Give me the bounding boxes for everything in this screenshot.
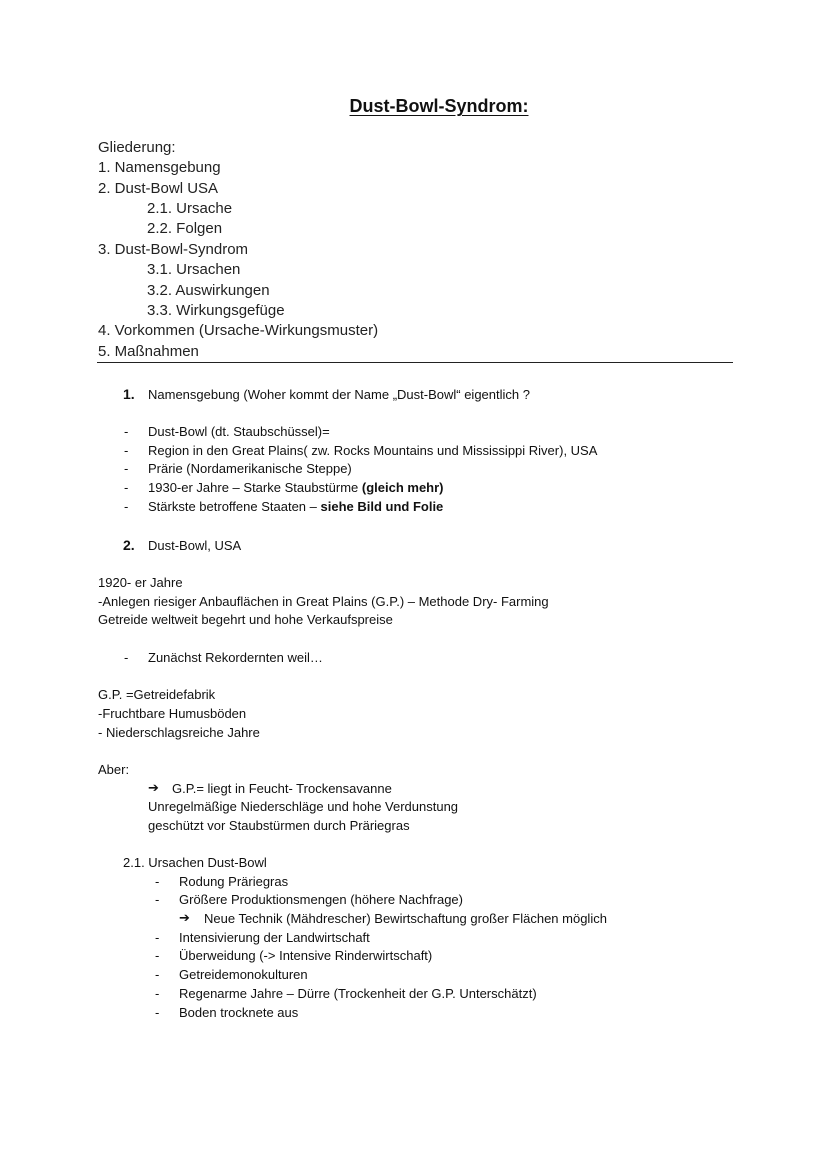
toc-item: 4. Vorkommen (Ursache-Wirkungsmuster): [98, 322, 379, 339]
page-title: Dust-Bowl-Syndrom:: [349, 96, 529, 116]
toc-item: 3.3. Wirkungsgefüge: [147, 302, 285, 319]
toc-heading: Gliederung:: [98, 139, 176, 156]
section-heading: Namensgebung (Woher kommt der Name „Dust-Bowl“ eigentlich ?: [148, 387, 530, 402]
bullet-text: Intensivierung der Landwirtschaft: [179, 930, 370, 945]
bullet-dash: -: [124, 480, 129, 495]
arrow-text: G.P.= liegt in Feucht- Trockensavanne: [172, 781, 392, 796]
toc-item: 2. Dust-Bowl USA: [98, 180, 219, 197]
paragraph-line: 1920- er Jahre: [98, 575, 183, 590]
toc-item: 1. Namensgebung: [98, 159, 221, 176]
bullet-text: [148, 499, 443, 514]
arrow-icon: ➔: [148, 780, 159, 795]
section-number: 2.: [123, 537, 135, 553]
section-heading: Dust-Bowl, USA: [148, 538, 242, 553]
bullet-text: Regenarme Jahre – Dürre (Trockenheit der G.P. Unterschätzt): [179, 986, 537, 1001]
bullet-text: Getreidemonokulturen: [179, 967, 308, 982]
bullet-dash: -: [124, 499, 129, 514]
bullet-text: Region in den Great Plains( zw. Rocks Mountains und Mississippi River), USA: [148, 443, 598, 458]
bullet-text: Größere Produktionsmengen (höhere Nachfrage): [179, 892, 463, 907]
bullet-dash: -: [124, 461, 129, 476]
paragraph-line: -Anlegen riesiger Anbauflächen in Great Plains (G.P.) – Methode Dry- Farming: [98, 594, 549, 609]
toc-item: 3.1. Ursachen: [147, 261, 241, 278]
arrow-text: Neue Technik (Mähdrescher) Bewirtschaftung großer Flächen möglich: [204, 911, 607, 926]
paragraph-line: Getreide weltweit begehrt und hohe Verkaufspreise: [98, 612, 393, 627]
bullet-dash: -: [155, 930, 160, 945]
bullet-dash: -: [124, 424, 129, 439]
paragraph-line: -Fruchtbare Humusböden: [98, 706, 247, 721]
bullet-text-plain: 1930-er Jahre – Starke Staubstürme: [148, 480, 362, 495]
toc-item: 3. Dust-Bowl-Syndrom: [98, 241, 249, 258]
paragraph-line: Aber:: [98, 762, 130, 777]
toc-item: 5. Maßnahmen: [98, 343, 199, 360]
paragraph-line: - Niederschlagsreiche Jahre: [98, 725, 260, 740]
bullet-text: Prärie (Nordamerikanische Steppe): [148, 461, 352, 476]
paragraph-line: Unregelmäßige Niederschläge und hohe Verdunstung: [148, 799, 459, 814]
toc-item: 2.1. Ursache: [147, 200, 233, 217]
bullet-dash: -: [155, 1005, 160, 1020]
bullet-dash: -: [124, 443, 129, 458]
subsection-heading: 2.1. Ursachen Dust-Bowl: [123, 855, 267, 870]
horizontal-rule: [97, 362, 733, 363]
bullet-dash: -: [155, 948, 160, 963]
bullet-text: [148, 480, 444, 495]
bullet-dash: -: [155, 986, 160, 1001]
toc-item: 3.2. Auswirkungen: [147, 282, 270, 299]
bullet-dash: -: [155, 892, 160, 907]
bullet-dash: -: [155, 874, 160, 889]
arrow-icon: ➔: [179, 910, 190, 925]
bullet-text: Rodung Präriegras: [179, 874, 289, 889]
bullet-text: Überweidung (-> Intensive Rinderwirtschaft): [179, 948, 433, 963]
bullet-text: Zunächst Rekordernten weil…: [148, 650, 323, 665]
paragraph-line: geschützt vor Staubstürmen durch Präriegras: [148, 818, 410, 833]
bullet-text-plain: Stärkste betroffene Staaten –: [148, 499, 321, 514]
bullet-text: Dust-Bowl (dt. Staubschüssel)=: [148, 424, 330, 439]
section-number: 1.: [123, 386, 135, 402]
bullet-dash: -: [124, 650, 129, 665]
bullet-text-bold: (gleich mehr): [361, 480, 444, 495]
bullet-text: Boden trocknete aus: [179, 1005, 299, 1020]
paragraph-line: G.P. =Getreidefabrik: [98, 687, 216, 702]
bullet-dash: -: [155, 967, 160, 982]
bullet-text-bold: siehe Bild und Folie: [320, 499, 444, 514]
toc-item: 2.2. Folgen: [147, 220, 223, 237]
